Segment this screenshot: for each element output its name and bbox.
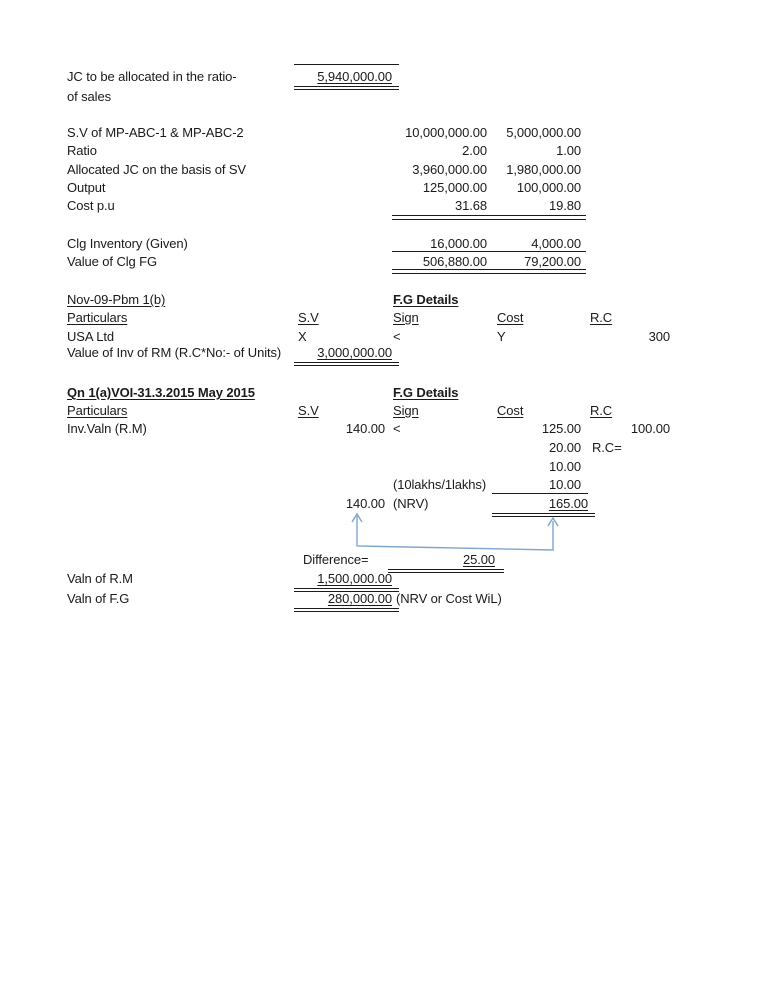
sv-row-col2: 1,980,000.00 xyxy=(506,162,581,177)
jc-allocation-label-line1: JC to be allocated in the ratio- xyxy=(67,69,237,84)
sv-row-col1: 31.68 xyxy=(454,198,487,213)
nov09-usa-label: USA Ltd xyxy=(67,329,114,344)
clg-row-col2: 4,000.00 xyxy=(531,236,581,251)
nov09-usa-cost: Y xyxy=(497,329,506,344)
arrow-head-right xyxy=(548,518,558,526)
qn1a-nrv-sv: 140.00 xyxy=(345,496,385,511)
difference-value: 25.00 xyxy=(462,552,495,567)
arrow-connector-line xyxy=(357,516,553,550)
qn1a-invvaln-sv: 140.00 xyxy=(345,421,385,436)
qn1a-header-rc: R.C xyxy=(590,403,613,418)
jc-allocation-label-line2: of sales xyxy=(67,89,112,104)
qn1a-header-sv: S.V xyxy=(298,403,319,418)
sv-row-col1: 3,960,000.00 xyxy=(412,162,487,177)
clg-row-col1: 16,000.00 xyxy=(430,236,487,251)
nov09-header-cost: Cost xyxy=(497,310,524,325)
nov09-header-sign: Sign xyxy=(393,310,419,325)
sv-row-col2: 19.80 xyxy=(548,198,581,213)
qn1a-invvaln-rc: 100.00 xyxy=(630,421,670,436)
sv-row-col2: 100,000.00 xyxy=(516,180,581,195)
valn-rm-total-cell xyxy=(294,572,399,592)
valn-fg-total-cell xyxy=(294,592,399,612)
clg-row-label: Value of Clg FG xyxy=(67,254,158,269)
qn1a-nrv-note: (NRV) xyxy=(393,496,429,511)
sv-row-col1: 2.00 xyxy=(462,143,487,158)
nov09-header-rc: R.C xyxy=(590,310,613,325)
nov09-header-sv: S.V xyxy=(298,310,319,325)
nov09-inv-rm-label: Value of Inv of RM (R.C*No:- of Units) xyxy=(67,345,282,360)
nov09-usa-sign: < xyxy=(393,329,401,344)
clg-row-col2: 79,200.00 xyxy=(524,254,581,269)
valn-fg-note: (NRV or Cost WiL) xyxy=(396,591,502,606)
qn1a-cost-total-value: 165.00 xyxy=(548,496,588,511)
qn1a-header-sign: Sign xyxy=(393,403,419,418)
nov09-inv-rm-total-cell xyxy=(294,346,399,366)
nov09-usa-rc: 300 xyxy=(648,329,670,344)
qn1a-cost-10b: 10.00 xyxy=(548,477,581,492)
arrow-head-left xyxy=(352,514,362,522)
qn1a-invvaln-label: Inv.Valn (R.M) xyxy=(67,421,147,436)
clg-fg-double-rule xyxy=(392,269,586,274)
sv-row-label: Allocated JC on the basis of SV xyxy=(67,162,247,177)
sv-row-col2: 5,000,000.00 xyxy=(506,125,581,140)
qn1a-header-cost: Cost xyxy=(497,403,524,418)
difference-total-cell xyxy=(388,553,504,573)
jc-allocation-total-cell xyxy=(294,64,399,90)
sv-row-label: Output xyxy=(67,180,106,195)
valn-fg-label: Valn of F.G xyxy=(67,591,130,606)
sv-row-col2: 1.00 xyxy=(556,143,581,158)
qn1a-cost-20: 20.00 xyxy=(548,440,581,455)
clg-row-col1: 506,880.00 xyxy=(422,254,487,269)
sv-row-col1: 10,000,000.00 xyxy=(405,125,487,140)
jc-allocation-value: 5,940,000.00 xyxy=(317,69,392,84)
sv-row-col1: 125,000.00 xyxy=(422,180,487,195)
qn1a-fg-details-heading: F.G Details xyxy=(393,385,459,400)
cost-pu-double-rule xyxy=(392,215,586,220)
qn1a-cost-subtotal-rule xyxy=(492,493,588,494)
valn-fg-value: 280,000.00 xyxy=(327,591,392,606)
clg-fg-top-rule xyxy=(392,251,586,252)
qn1a-header-particulars: Particulars xyxy=(67,403,128,418)
qn1a-invvaln-cost: 125.00 xyxy=(541,421,581,436)
qn1a-cost-10a: 10.00 xyxy=(548,459,581,474)
sv-row-label: Ratio xyxy=(67,143,97,158)
difference-label: Difference= xyxy=(303,552,369,567)
valn-rm-label: Valn of R.M xyxy=(67,571,133,586)
valn-rm-value: 1,500,000.00 xyxy=(317,571,392,586)
sv-row-label: S.V of MP-ABC-1 & MP-ABC-2 xyxy=(67,125,244,140)
clg-row-label: Clg Inventory (Given) xyxy=(67,236,188,251)
sv-row-label: Cost p.u xyxy=(67,198,115,213)
nov09-usa-sv: X xyxy=(298,329,307,344)
qn1a-rc-equals-note: R.C= xyxy=(592,440,622,455)
nov09-fg-details-heading: F.G Details xyxy=(393,292,459,307)
nov09-inv-rm-value: 3,000,000.00 xyxy=(317,345,392,360)
nov09-header-particulars: Particulars xyxy=(67,310,128,325)
qn1a-cost-total-cell xyxy=(492,497,595,517)
qn1a-lakhs-note: (10lakhs/1lakhs) xyxy=(393,477,487,492)
qn1a-section-title: Qn 1(a)VOI-31.3.2015 May 2015 xyxy=(67,385,255,400)
nov09-section-title: Nov-09-Pbm 1(b) xyxy=(67,292,166,307)
qn1a-invvaln-sign: < xyxy=(393,421,401,436)
